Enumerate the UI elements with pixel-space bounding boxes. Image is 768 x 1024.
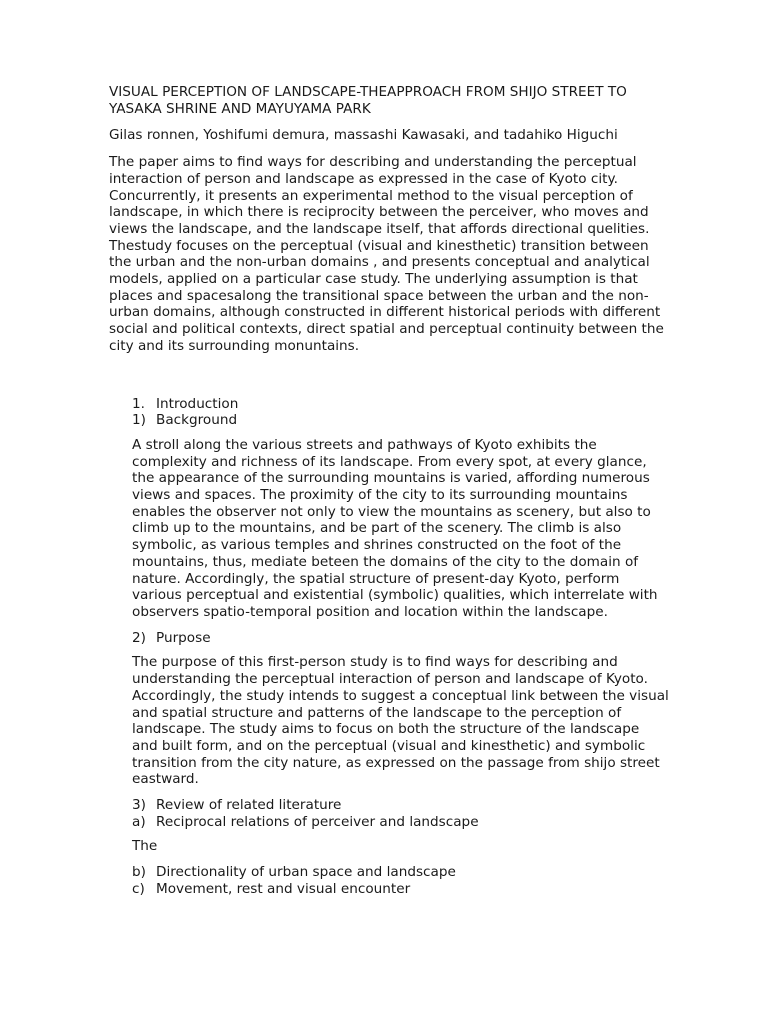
- section-heading-purpose: Purpose: [156, 629, 211, 646]
- list-item: [132, 630, 669, 647]
- list-marker: 2): [132, 629, 146, 646]
- list-marker: b): [132, 864, 146, 881]
- list-item: [132, 797, 669, 814]
- document-page: [109, 84, 669, 898]
- section-heading-background: Background: [156, 412, 238, 429]
- list-item: [132, 396, 669, 413]
- list-marker: 1): [132, 412, 146, 429]
- section-heading-review: Review of related literature: [156, 797, 342, 814]
- subsection-heading-directionality: Directionality of urban space and landscape: [156, 864, 456, 881]
- background-paragraph: A stroll along the various streets and pathways of Kyoto exhibits the complexity and richness of its landscape. From every spot, at every glance, the appearance of the surrounding mountains is varied, affording numerous views and spaces. The proximity of the city to its surrounding mountains enables the observer not only to view the mountains as scenery, but also to climb up to the mountains, and be part of the scenery. The climb is also symbolic, as various temples and shrines constructed on the foot of the mountains, thus, mediate beteen the domains of the city to the domain of nature. Accordingly, the spatial structure of present-day Kyoto, perform various perceptual and existential (symbolic) qualities, which interrelate with observers spatio-temporal position and location within the landscape.: [132, 436, 658, 620]
- list-item: [132, 864, 669, 881]
- list-item: [132, 412, 669, 429]
- list-marker: 3): [132, 797, 146, 814]
- section-heading-introduction: Introduction: [156, 395, 239, 412]
- paper-title: VISUAL PERCEPTION OF LANDSCAPE-THEAPPROACH FROM SHIJO STREET TO YASAKA SHRINE AND MAYUYAMA PARK: [109, 84, 627, 117]
- list-item: [132, 814, 669, 831]
- subsection-heading-movement: Movement, rest and visual encounter: [156, 880, 411, 897]
- list-marker: a): [132, 813, 146, 830]
- purpose-paragraph: The purpose of this first-person study is to find ways for describing and understanding the perceptual interaction of person and landscape of Kyoto. Accordingly, the study intends to suggest a conceptual link between the visual and spatial structure and patterns of the landscape to the perception of landscape. The study aims to focus on both the structure of the landscape and built form, and on the perceptual (visual and kinesthetic) and symbolic transition from the city nature, as expressed on the passage from shijo street eastward.: [132, 654, 669, 788]
- paper-abstract: The paper aims to find ways for describing and understanding the perceptual interaction of person and landscape as expressed in the case of Kyoto city. Concurrently, it presents an experimental method to the visual perception of landscape, in which there is reciprocity between the perceiver, who moves and views the landscape, and the landscape itself, that affords directional quelities. Thestudy focuses on the perceptual (visual and kinesthetic) transition between the urban and the non-urban domains , and presents conceptual and analytical models, applied on a particular case study. The underlying assumption is that places and spacesalong the transitional space between the urban and the non-urban domains, although constructed in different historical periods with different social and political contexts, direct spatial and perceptual continuity between the city and its surrounding monuntains.: [109, 154, 664, 354]
- paper-authors: Gilas ronnen, Yoshifumi demura, massashi Kawasaki, and tadahiko Higuchi: [109, 127, 618, 144]
- list-item: [132, 881, 669, 898]
- list-marker: 1.: [132, 395, 145, 412]
- list-marker: c): [132, 880, 145, 897]
- subsection-heading-reciprocal: Reciprocal relations of perceiver and landscape: [156, 813, 479, 830]
- section-introduction: [132, 396, 669, 898]
- the-paragraph: The: [132, 838, 158, 855]
- section-spacer: [109, 355, 669, 389]
